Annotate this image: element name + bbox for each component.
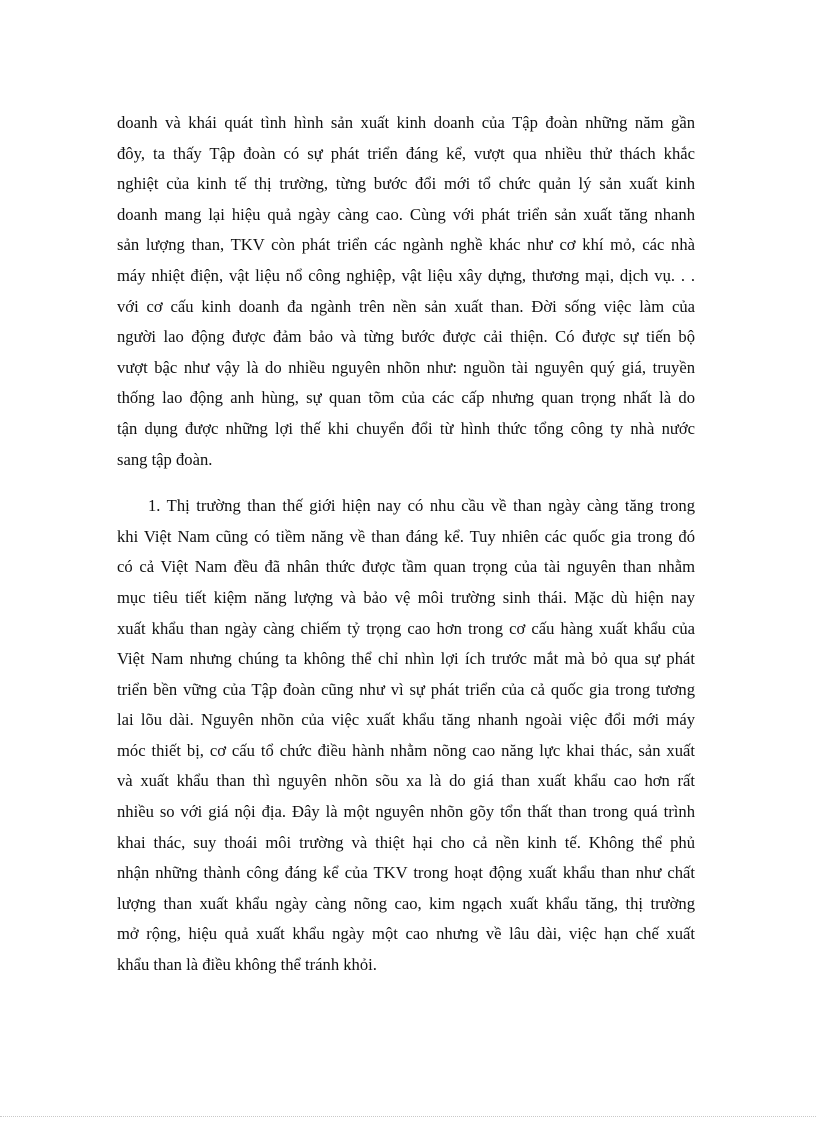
text-line: lượng than xuất khẩu ngày càng nõng cao, kim ngạch xuất khẩu tăng, thị trường (117, 893, 695, 913)
paragraph-spacer (117, 475, 695, 491)
text-line: đôy, ta thấy Tập đoàn có sự phát triển đáng kể, vượt qua nhiều thử thách khắc (117, 143, 695, 163)
text-line: mở rộng, hiệu quả xuất khẩu ngày một cao nhưng về lâu dài, việc hạn chế xuất (117, 924, 695, 944)
text-line: nghiệt của kinh tế thị trường, từng bước đổi mới tổ chức quản lý sản xuất kinh (117, 174, 695, 194)
text-line: sản lượng than, TKV còn phát triển các ngành nghề khác như cơ khí mỏ, các nhà (117, 235, 695, 255)
text-line: Việt Nam nhưng chúng ta không thể chỉ nhìn lợi ích trước mắt mà bỏ qua sự phát (117, 649, 695, 669)
text-line: với cơ cấu kinh doanh đa ngành trên nền sản xuất than. Đời sống việc làm của (117, 296, 695, 316)
text-line: khi Việt Nam cũng có tiềm năng về than đáng kể. Tuy nhiên các quốc gia trong đó (117, 526, 695, 546)
paragraph-2 (117, 491, 695, 981)
text-line: mục tiêu tiết kiệm năng lượng và bảo vệ môi trường sinh thái. Mặc dù hiện nay (117, 587, 695, 607)
text-line: khai thác, suy thoái môi trường và thiệt hại cho cả nền kinh tế. Không thể phủ (117, 832, 695, 852)
text-line: vượt bậc như vậy là do nhiều nguyên nhõn như: nguồn tài nguyên quý giá, truyền (117, 357, 695, 377)
document-body (117, 108, 695, 981)
text-line: khẩu than là điều không thể tránh khỏi. (117, 955, 377, 975)
paragraph-1 (117, 108, 695, 475)
text-line: sang tập đoàn. (117, 449, 213, 469)
text-line: 1. Thị trường than thế giới hiện nay có nhu cầu về than ngày càng tăng trong (148, 496, 695, 516)
text-line: doanh và khái quát tình hình sản xuất kinh doanh của Tập đoàn những năm gần (117, 113, 695, 132)
text-line: và xuất khẩu than thì nguyên nhõn sõu xa là do giá than xuất khẩu cao hơn rất (117, 771, 695, 791)
text-line: có cả Việt Nam đều đã nhân thức được tầm quan trọng của tài nguyên than nhằm (117, 557, 695, 577)
text-line: máy nhiệt điện, vật liệu nổ công nghiệp, vật liệu xây dựng, thương mại, dịch vụ. . . (117, 265, 695, 285)
page-bottom-divider (0, 1116, 816, 1117)
text-line: tận dụng được những lợi thế khi chuyển đổi từ hình thức tổng công ty nhà nước (117, 418, 695, 438)
text-line: móc thiết bị, cơ cấu tổ chức điều hành nhằm nõng cao năng lực khai thác, sản xuất (117, 740, 695, 760)
text-line: triển bền vững của Tập đoàn cũng như vì sự phát triển của cả quốc gia trong tương (117, 679, 695, 699)
text-line: thống lao động anh hùng, sự quan tõm của các cấp nhưng quan trọng nhất là do (117, 388, 695, 408)
text-line: nhận những thành công đáng kể của TKV trong hoạt động xuất khẩu than như chất (117, 863, 695, 883)
text-line: xuất khẩu than ngày càng chiếm tỷ trọng cao hơn trong cơ cấu hàng xuất khẩu của (117, 618, 695, 638)
text-line: lai lõu dài. Nguyên nhõn của việc xuất khẩu tăng nhanh ngoài việc đổi mới máy (117, 710, 695, 730)
text-line: nhiều so với giá nội địa. Đây là một nguyên nhõn gõy tổn thất than trong quá trình (117, 802, 695, 822)
text-line: người lao động được đảm bảo và từng bước được cải thiện. Có được sự tiến bộ (117, 327, 695, 347)
text-line: doanh mang lại hiệu quả ngày càng cao. Cùng với phát triển sản xuất tăng nhanh (117, 204, 695, 224)
